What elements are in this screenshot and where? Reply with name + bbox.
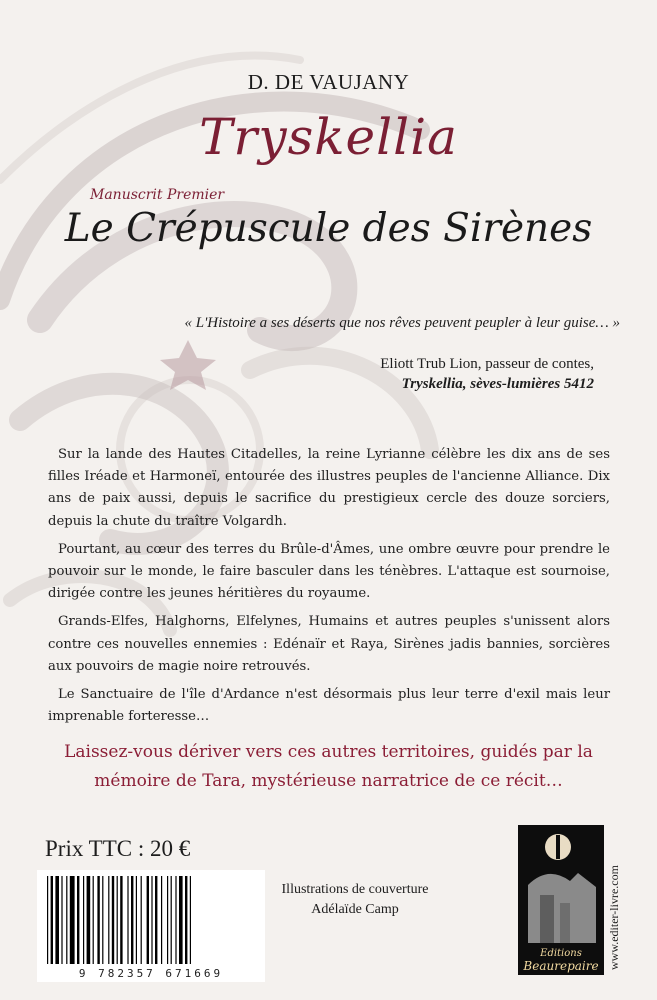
epigraph-source: Tryskellia, sèves-lumières 5412 — [401, 376, 594, 392]
callout-line: Laissez-vous dériver vers ces autres territoires, guidés par la — [64, 742, 593, 762]
price-label: Prix TTC : 20 € — [45, 836, 191, 861]
epigraph-attribution: Eliott Trub Lion, passeur de contes, — [380, 356, 594, 372]
isbn-barcode — [37, 870, 265, 982]
blurb-paragraph: Sur la lande des Hautes Citadelles, la reine Lyrianne célèbre les dix ans de ses filles Iréade et Harmoneï, entourée des illustres peuples de l'ancienne Alliance. Dix ans de paix aussi, depuis le sacrifice du prestigieux cercle des douze sorciers, depuis la chute du traître Volgardh. — [48, 447, 610, 529]
publisher-website — [607, 830, 627, 970]
illustrator-name: Adélaïde Camp — [311, 902, 399, 917]
publisher-name: Beaurepaire — [523, 959, 599, 973]
blurb-paragraph: Pourtant, au cœur des terres du Brûle-d'Âmes, une ombre œuvre pour prendre le pouvoir sur le monde, le faire basculer dans les ténèbres. L'attaque est sournoise, dirigée contre les jeunes héritières du royaume. — [48, 541, 610, 602]
publisher-label: Editions — [540, 948, 582, 959]
book-title: Tryskellia — [199, 108, 458, 166]
epigraph-quote: « L'Histoire a ses déserts que nos rêves peuvent peupler à leur guise… » — [184, 315, 620, 331]
castle-icon — [518, 825, 604, 943]
barcode-bars — [47, 876, 255, 964]
book-subtitle: Le Crépuscule des Sirènes — [64, 206, 593, 251]
blurb-paragraph: Le Sanctuaire de l'île d'Ardance n'est désormais plus leur terre d'exil mais leur imprenable forteresse… — [48, 687, 610, 725]
blurb-text — [48, 444, 610, 734]
illustration-credit-label: Illustrations de couverture — [281, 882, 429, 897]
isbn-digits: 9 782357 671669 — [78, 967, 224, 980]
volume-label: Manuscrit Premier — [90, 187, 225, 203]
callout-line: mémoire de Tara, mystérieuse narratrice de ce récit… — [94, 771, 563, 791]
blurb-callout — [40, 738, 617, 796]
website-text: www.editer-livre.com — [607, 865, 621, 970]
publisher-logo — [518, 825, 604, 975]
blurb-paragraph: Grands-Elfes, Halghorns, Elfelynes, Humains et autres peuples s'unissent alors contre ces nouvelles ennemies : Edénaïr et Raya, Sirènes jadis bannies, sorcières aux pouvoirs de magie noire retrouvés. — [48, 614, 610, 674]
author-name: D. DE VAUJANY — [247, 70, 410, 94]
